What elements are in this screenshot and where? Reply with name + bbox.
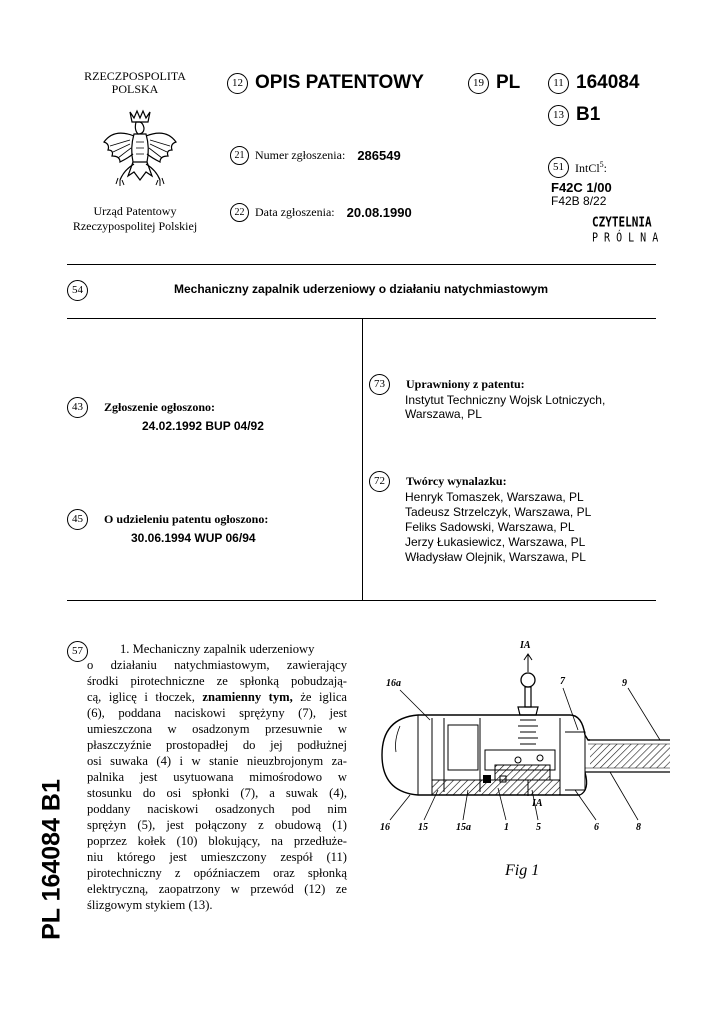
figure-label: 7 (560, 676, 565, 687)
filing-date-label: Data zgłoszenia: (255, 205, 335, 219)
abstract-line: niu którego jest umieszczony zespół (11) (87, 850, 347, 864)
holder-row (369, 374, 525, 395)
ipc-secondary: F42B 8/22 (551, 194, 607, 208)
announcement-row (67, 397, 357, 418)
holder-line2: Warszawa, PL (405, 407, 482, 421)
eagle-emblem-icon (100, 108, 180, 190)
abstract-line: osi suwaka (4) i w stanie nieuzbrojonym za- (87, 754, 347, 768)
filing-date-row (230, 203, 412, 222)
abstract-line: poddany naciskowi osadzonych pod nim (87, 802, 347, 816)
ipc-row (548, 157, 607, 178)
abstract-text (87, 641, 347, 913)
ipc-label-suffix: : (603, 160, 608, 175)
inventors-row (369, 471, 507, 492)
figure-label: 8 (636, 822, 641, 833)
figure-label: 15 (418, 822, 428, 833)
office-line2: Rzeczypospolitej Polskiej (72, 219, 198, 233)
patent-title: Mechaniczny zapalnik uderzeniowy o działaniu natychmiastowym (174, 282, 549, 296)
doc-type-row (227, 72, 424, 96)
abstract-line: cą, iglicę i tłoczek, znamienny tym, że iglica (87, 690, 347, 704)
inventors-list (405, 490, 591, 565)
patent-number-row (548, 72, 639, 96)
figure-caption: Fig 1 (505, 862, 540, 879)
ipc-label (575, 161, 607, 175)
inid-code: 12 (227, 73, 248, 94)
abstract-line: elektryczną, zaopatrzony w przewód (12) ze (87, 882, 347, 896)
country-code-row (468, 72, 520, 96)
library-stamp (592, 216, 662, 244)
holder-line1: Instytut Techniczny Wojsk Lotniczych, (405, 393, 606, 407)
grant-row (67, 509, 357, 530)
filing-date: 20.08.1990 (346, 205, 412, 220)
figure-label: 1 (504, 822, 509, 833)
holder-label: Uprawniony z patentu: (406, 377, 525, 391)
inid-code: 22 (230, 203, 249, 222)
announcement-value: 24.02.1992 BUP 04/92 (142, 419, 264, 433)
abstract-line: ślizgowym stykiem (13). (87, 898, 213, 912)
figure-label: 16a (386, 678, 401, 689)
announcement-label: Zgłoszenie ogłoszono: (104, 400, 215, 414)
grant-label: O udzieleniu patentu ogłoszono: (104, 512, 269, 526)
rule-top (67, 264, 656, 265)
inid-code: 51 (548, 157, 569, 178)
inid-code: 43 (67, 397, 88, 418)
abstract-line: (6), poddana naciskowi sprężyny (7), jest (87, 706, 347, 720)
patent-figure (360, 640, 670, 890)
inid-code: 54 (67, 280, 88, 301)
holder-name (405, 393, 605, 421)
inventor-item: Władysław Olejnik, Warszawa, PL (405, 550, 586, 564)
inventor-item: Tadeusz Strzelczyk, Warszawa, PL (405, 505, 592, 519)
figure-label: 5 (536, 822, 541, 833)
ipc-main: F42C 1/00 (551, 180, 612, 195)
stamp-line1: CZYTELNIA (592, 214, 652, 231)
abstract-line: środki pirotechniczne ze spłonką pobudzają- (87, 674, 347, 688)
inventors-label: Twórcy wynalazku: (406, 474, 507, 488)
abstract-line: o działaniu natychmiastowym, zawierający (87, 658, 347, 672)
country-line2: POLSKA (111, 82, 159, 96)
figure-label: 9 (622, 678, 627, 689)
inid-code: 19 (468, 73, 489, 94)
inid-code: 13 (548, 105, 569, 126)
column-divider (362, 318, 363, 600)
inventor-item: Jerzy Łukasiewicz, Warszawa, PL (405, 535, 586, 549)
figure-label: 15a (456, 822, 471, 833)
inid-code: 72 (369, 471, 390, 492)
inid-code: 11 (548, 73, 569, 94)
abstract-line: płaszczyźnie prostopadłej do jej podłużnej (87, 738, 347, 752)
inventor-item: Henryk Tomaszek, Warszawa, PL (405, 490, 584, 504)
inid-code: 45 (67, 509, 88, 530)
doc-type: OPIS PATENTOWY (255, 72, 424, 93)
application-number-row (230, 146, 401, 165)
kind-code-row (548, 104, 600, 128)
figure-label: IA (532, 798, 543, 809)
inventor-item: Feliks Sadowski, Warszawa, PL (405, 520, 575, 534)
office-line1: Urząd Patentowy (93, 204, 177, 218)
country-line1: RZECZPOSPOLITA (84, 69, 186, 83)
abstract-line: stosunku do osi spłonki (7), a suwak (4), (87, 786, 347, 800)
inid-code: 57 (67, 641, 88, 662)
application-number-label: Numer zgłoszenia: (255, 148, 346, 162)
abstract-line: sprężyn (5), jest połączony z obudową (1) (87, 818, 347, 832)
abstract-line: pirotechniczny z opóźniaczem oraz spłonką (87, 866, 347, 880)
kind-code: B1 (576, 104, 601, 125)
stamp-line2: P R Ó L N A (592, 231, 659, 246)
abstract-line: 1. Mechaniczny zapalnik uderzeniowy (120, 642, 315, 656)
abstract-line: palnika jest usytuowana mimośrodowo w (87, 770, 347, 784)
figure-label: 6 (594, 822, 599, 833)
grant-value: 30.06.1994 WUP 06/94 (131, 531, 256, 545)
rule-bottom (67, 600, 656, 601)
patent-number: 164084 (576, 72, 640, 93)
office-name (60, 204, 210, 234)
figure-label: IA (520, 640, 531, 651)
country-name (70, 70, 200, 96)
country-code: PL (496, 72, 521, 93)
inid-code: 21 (230, 146, 249, 165)
abstract-code (67, 641, 88, 662)
side-patent-label: PL 164084 B1 (37, 779, 66, 940)
title-row (67, 280, 656, 301)
abstract-line: poprzez kołek (10) blokujący, na przedłuże- (87, 834, 347, 848)
figure-label: 16 (380, 822, 390, 833)
inid-code: 73 (369, 374, 390, 395)
abstract-line: umieszczona w osadzonym przesuwnie w (87, 722, 347, 736)
application-number: 286549 (357, 148, 401, 163)
ipc-label-sup: 5 (599, 159, 604, 169)
ipc-label-text: IntCl (575, 160, 600, 175)
